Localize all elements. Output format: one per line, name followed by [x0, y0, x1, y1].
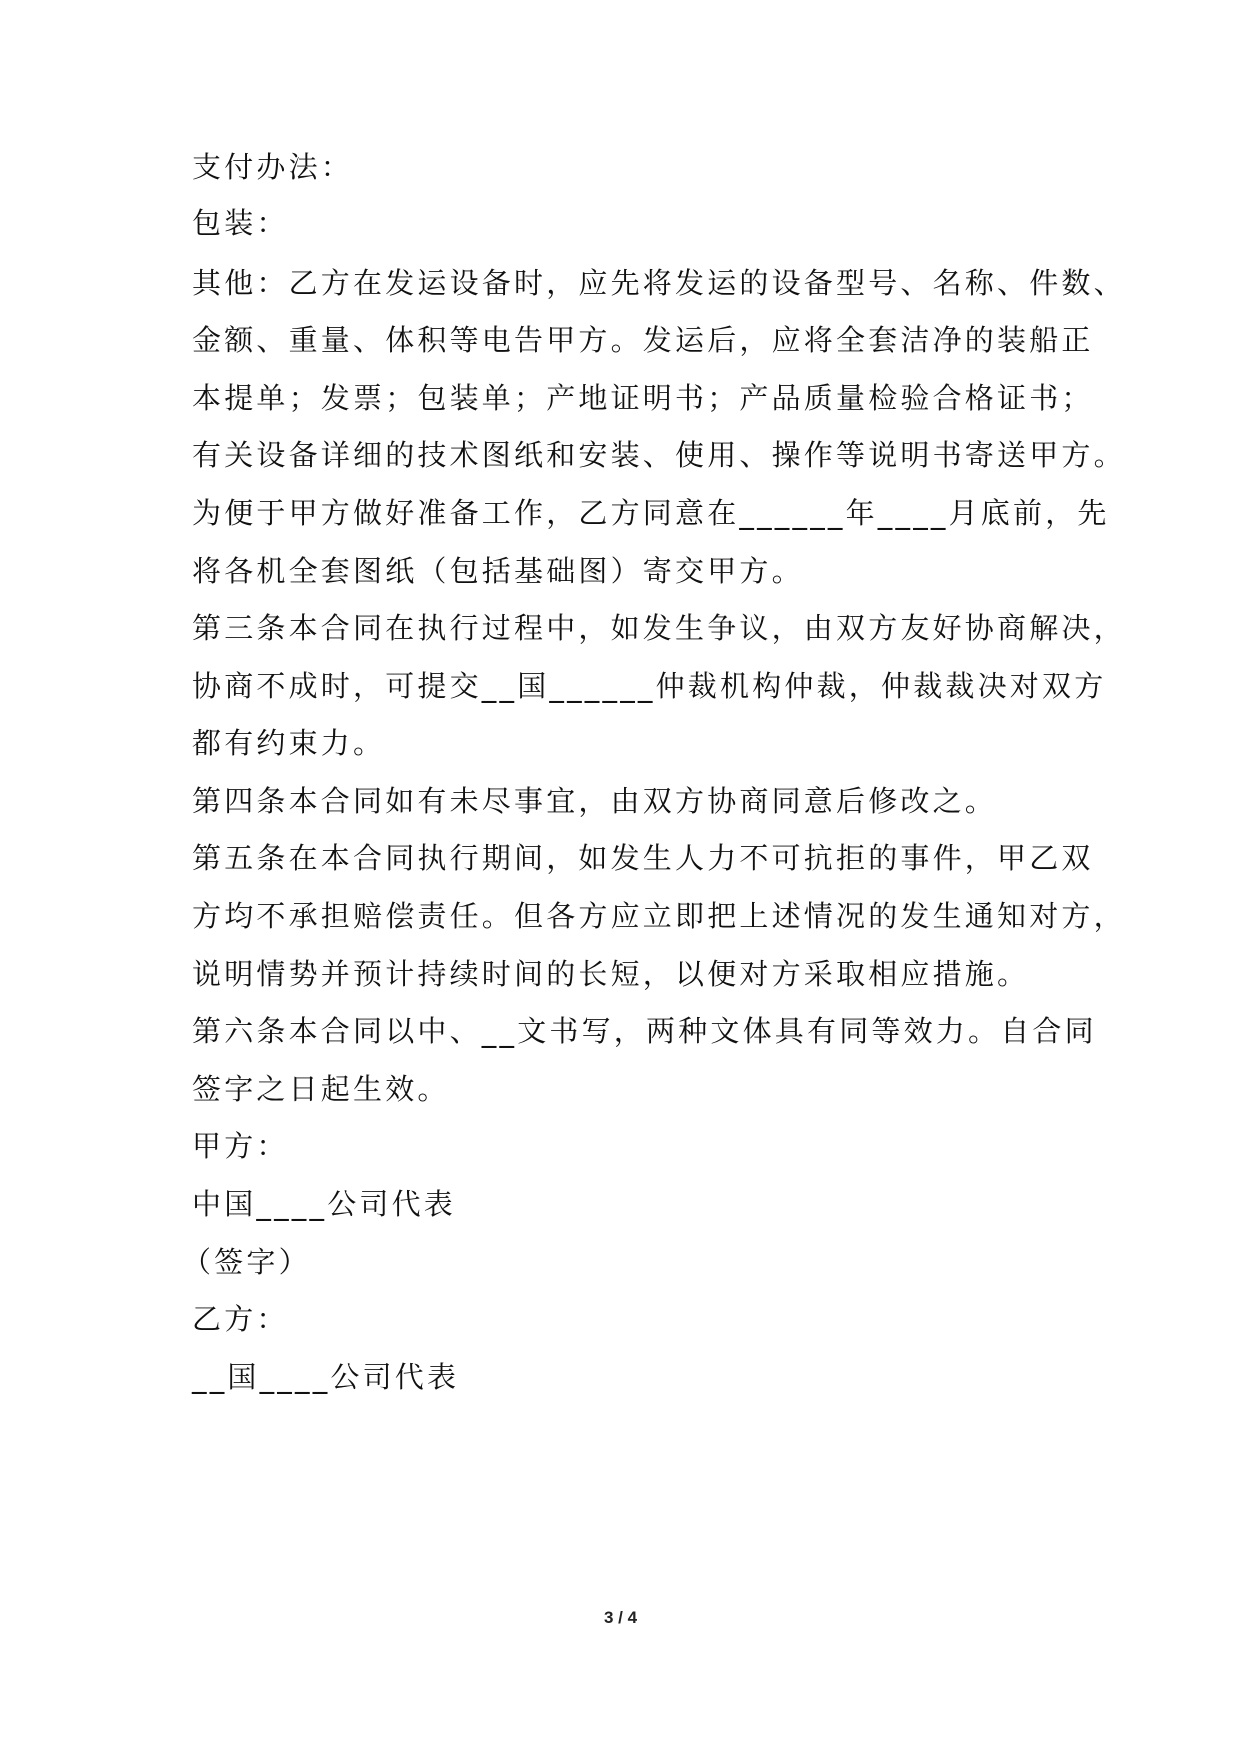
article-six-line-2: 签字之日起生效。 [192, 1072, 450, 1106]
others-line-5: 为便于甲方做好准备工作，乙方同意在______年____月底前，先 [192, 496, 1110, 530]
others-line-4: 有关设备详细的技术图纸和安装、使用、操作等说明书寄送甲方。 [192, 438, 1126, 472]
others-line-2: 金额、重量、体积等电告甲方。发运后，应将全套洁净的装船正 [192, 323, 1094, 357]
article-five-line-1: 第五条在本合同执行期间，如发生人力不可抗拒的事件，甲乙双 [192, 841, 1094, 875]
signature-label: （签字） [182, 1245, 311, 1279]
page-number: 3 / 4 [603, 1608, 638, 1627]
party-b-label: 乙方： [192, 1302, 289, 1336]
party-b-representative: __国____公司代表 [192, 1360, 460, 1394]
payment-method-line: 支付办法： [192, 150, 354, 184]
article-five-line-3: 说明情势并预计持续时间的长短，以便对方采取相应措施。 [192, 957, 1030, 991]
others-line-3: 本提单；发票；包装单；产地证明书；产品质量检验合格证书； [192, 381, 1094, 415]
article-three-line-1: 第三条本合同在执行过程中，如发生争议，由双方友好协商解决， [192, 611, 1126, 645]
party-a-label: 甲方： [192, 1129, 289, 1163]
article-five-line-2: 方均不承担赔偿责任。但各方应立即把上述情况的发生通知对方， [192, 899, 1126, 933]
others-line-1: 其他：乙方在发运设备时，应先将发运的设备型号、名称、件数、 [192, 266, 1126, 300]
article-four-line: 第四条本合同如有未尽事宜，由双方协商同意后修改之。 [192, 784, 998, 818]
article-three-line-2: 协商不成时，可提交__国______仲裁机构仲裁，仲裁裁决对双方 [192, 669, 1107, 703]
packaging-line: 包装： [192, 206, 289, 240]
others-line-6: 将各机全套图纸（包括基础图）寄交甲方。 [192, 554, 804, 588]
article-three-line-3: 都有约束力。 [192, 726, 386, 760]
party-a-representative: 中国____公司代表 [192, 1187, 457, 1221]
article-six-line-1: 第六条本合同以中、__文书写，两种文体具有同等效力。自合同 [192, 1014, 1097, 1048]
